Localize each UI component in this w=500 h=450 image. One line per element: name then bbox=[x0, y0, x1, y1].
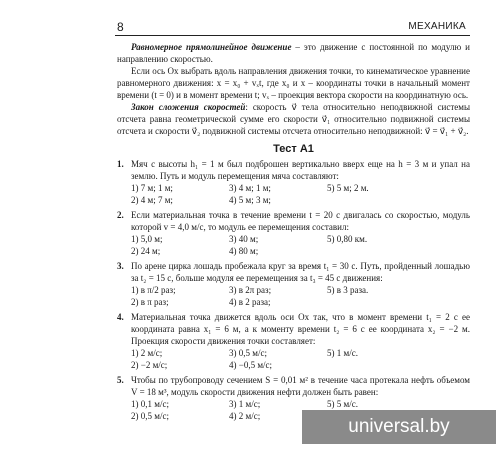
answer-options bbox=[131, 182, 470, 206]
page-header bbox=[115, 20, 470, 35]
answer-option: 5) в 3 раза. bbox=[327, 285, 369, 295]
question-number: 3. bbox=[117, 261, 124, 271]
question-number: 5. bbox=[117, 375, 124, 385]
test-title: Тест А1 bbox=[273, 143, 314, 155]
section-title: МЕХАНИКА bbox=[408, 21, 466, 32]
answer-option: 3) 1 м/с; bbox=[229, 399, 261, 409]
answer-option: 3) 40 м; bbox=[229, 234, 259, 244]
intro-paragraph-3-text: : скорость v⃗ тела относительно неподвижной системы отсчета равна геометрической сумме его скорости v⃗₁ относительно подвижной системы отсчета и скорости v⃗₂ подвижной системы отсчета относительно неподвижной: v⃗ = v⃗₁ + v⃗₂. bbox=[117, 102, 470, 136]
question-4 bbox=[117, 311, 470, 371]
intro-paragraph-1 bbox=[117, 41, 470, 65]
intro-paragraph-1-text: – это движение с постоянной по модулю и направлению скоростью. bbox=[117, 42, 470, 64]
answer-option: 3) 0,5 м/с; bbox=[229, 348, 267, 358]
answer-option: 1) 5,0 м; bbox=[131, 234, 163, 244]
question-number: 2. bbox=[117, 210, 124, 220]
question-text: Если материальная точка в течение времени t = 20 с двигалась со скоростью, модуль которой v = 4,0 м/с, то модуль ее перемещения составил: bbox=[131, 210, 470, 232]
question-3 bbox=[117, 260, 470, 308]
question-number: 4. bbox=[117, 312, 124, 322]
page-content bbox=[117, 41, 470, 422]
answer-option: 4) 5 м; 3 м; bbox=[229, 195, 271, 205]
answer-options bbox=[131, 233, 470, 257]
question-2 bbox=[117, 209, 470, 257]
question-number: 1. bbox=[117, 159, 124, 169]
intro-paragraph-2: Если ось Ox выбрать вдоль направления движения точки, то кинематическое уравнение равномерного движения: x = x₀ + vₓt, где x₀ и x – координаты точки в начальный момент времени (t = 0) и в момент времени t; vₓ – проекция вектора скорости на координатную ось. bbox=[117, 66, 470, 100]
answer-option: 5) 0,80 км. bbox=[327, 234, 368, 244]
answer-option: 4) в 2 раза; bbox=[229, 297, 271, 307]
answer-option: 2) −2 м/с; bbox=[131, 360, 168, 370]
answer-option: 5) 5 м; 2 м. bbox=[327, 183, 369, 193]
answer-option: 4) 2 м/с; bbox=[229, 411, 261, 421]
watermark-badge: universal.by bbox=[302, 410, 496, 444]
answer-option: 3) в 2π раз; bbox=[229, 285, 272, 295]
term-velocity-addition: Закон сложения скоростей bbox=[131, 102, 246, 112]
answer-option: 2) 4 м; 7 м; bbox=[131, 195, 173, 205]
answer-options bbox=[131, 284, 470, 308]
question-list bbox=[117, 158, 470, 422]
answer-option: 1) 0,1 м/с; bbox=[131, 399, 169, 409]
question-text: По арене цирка лошадь пробежала круг за время t₁ = 30 с. Путь, пройденный лошадью за t₂ = 15 с, больше модуля ее перемещения за t₃ = 45 с движения: bbox=[131, 261, 470, 283]
answer-option: 1) 2 м/с; bbox=[131, 348, 163, 358]
question-1 bbox=[117, 158, 470, 206]
answer-option: 2) в π раз; bbox=[131, 297, 169, 307]
answer-option: 1) в π/2 раз; bbox=[131, 285, 176, 295]
answer-option: 5) 5 м/с. bbox=[327, 399, 358, 409]
answer-option: 1) 7 м; 1 м; bbox=[131, 183, 173, 193]
question-text: Чтобы по трубопроводу сечением S = 0,01 м² в течение часа протекала нефть объемом V = 18 м³, модуль скорости движения нефти должен быть равен: bbox=[131, 375, 470, 397]
answer-option: 5) 1 м/с. bbox=[327, 348, 358, 358]
answer-option: 4) −0,5 м/с; bbox=[229, 360, 273, 370]
answer-option: 4) 80 м; bbox=[229, 246, 259, 256]
answer-option: 3) 4 м; 1 м; bbox=[229, 183, 271, 193]
intro-paragraph-3 bbox=[117, 101, 470, 137]
term-uniform-motion: Равномерное прямолинейное движение bbox=[131, 42, 292, 52]
question-text: Мяч с высоты h₁ = 1 м был подброшен вертикально вверх еще на h = 3 м и упал на землю. Путь и модуль перемещения мяча составляют: bbox=[131, 159, 470, 181]
page-number: 8 bbox=[117, 20, 124, 34]
question-text: Материальная точка движется вдоль оси Ox так, что в момент времени t₁ = 2 с ее координата равна x₁ = 6 м, а к моменту времени t₂ = 6 с ее координата x₂ = −2 м. Проекция скорости движения точки составляет: bbox=[131, 312, 470, 346]
answer-option: 2) 0,5 м/с; bbox=[131, 411, 169, 421]
header-divider bbox=[115, 35, 470, 36]
answer-options bbox=[131, 347, 470, 371]
answer-option: 2) 24 м; bbox=[131, 246, 161, 256]
